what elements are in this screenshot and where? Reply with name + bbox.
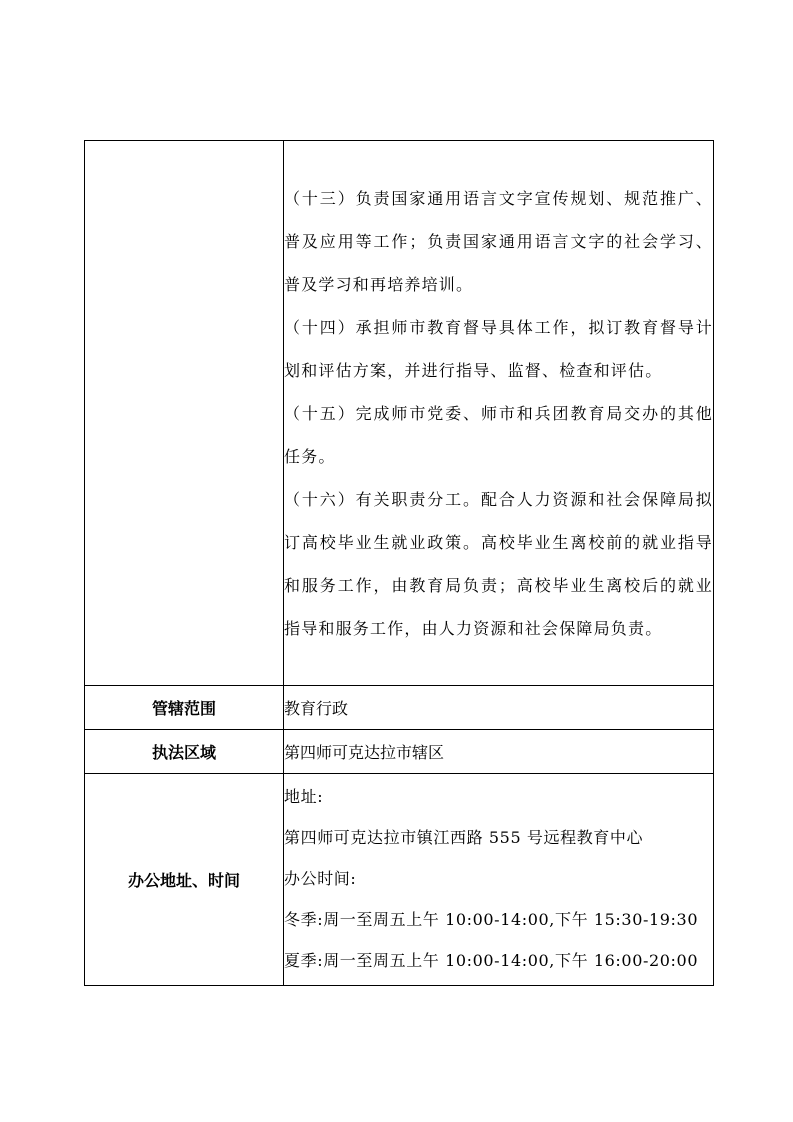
office-row: [85, 774, 714, 986]
winter-hours: 冬季:周一至周五上午 10:00-14:00,下午 15:30-19:30: [284, 910, 699, 929]
address-value: 第四师可克达拉市镇江西路 555 号远程教育中心: [284, 828, 644, 847]
duty-paragraph: （十六）有关职责分工。配合人力资源和社会保障局拟订高校毕业生就业政策。高校毕业生离校前的就业指导和服务工作，由教育局负责；高校毕业生离校后的就业指导和服务工作，由人力资源和社会保障局负责。: [284, 489, 713, 638]
area-label: 执法区域: [85, 730, 284, 774]
address-label: 地址:: [284, 787, 324, 806]
duty-paragraph: （十四）承担师市教育督导具体工作，拟订教育督导计划和评估方案，并进行指导、监督、检查和评估。: [284, 317, 713, 380]
office-label: 办公地址、时间: [85, 774, 284, 986]
info-table: [84, 140, 714, 986]
area-value: 第四师可克达拉市辖区: [284, 730, 714, 774]
area-row: [85, 730, 714, 774]
hours-label: 办公时间:: [284, 869, 357, 888]
scope-label: 管辖范围: [85, 686, 284, 730]
duties-label-cell: [85, 141, 284, 686]
duties-cell: [284, 141, 714, 686]
duty-paragraph: （十五）完成师市党委、师市和兵团教育局交办的其他任务。: [284, 403, 713, 466]
duties-row: [85, 141, 714, 686]
scope-value: 教育行政: [284, 686, 714, 730]
duty-paragraph: （十三）负责国家通用语言文字宣传规划、规范推广、普及应用等工作；负责国家通用语言文字的社会学习、普及学习和再培养培训。: [284, 188, 713, 294]
scope-row: [85, 686, 714, 730]
summer-hours: 夏季:周一至周五上午 10:00-14:00,下午 16:00-20:00: [284, 951, 699, 970]
office-cell: [284, 774, 714, 986]
